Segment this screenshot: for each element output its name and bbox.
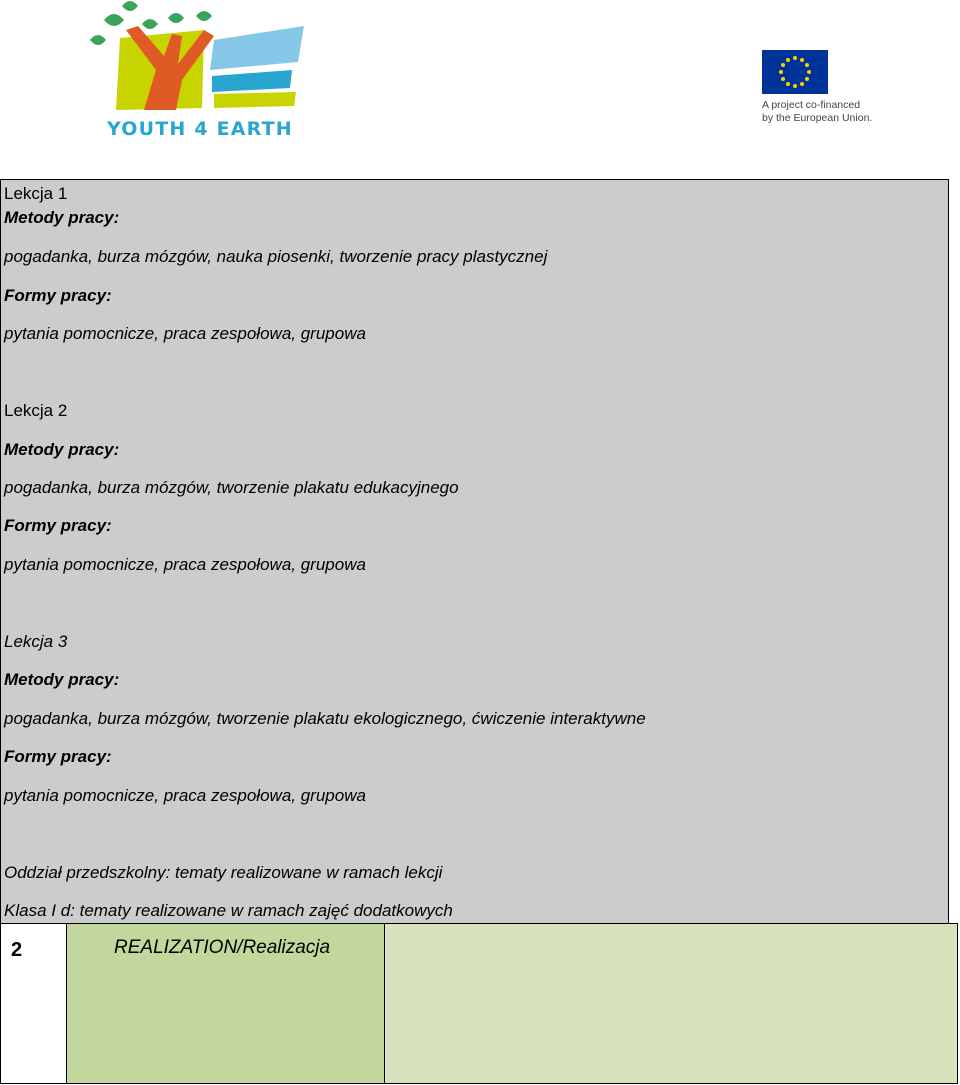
section-number-cell [0, 923, 67, 1084]
lesson-1-forms: pytania pomocnicze, praca zespołowa, grupowa [4, 324, 366, 343]
eu-caption [762, 99, 922, 125]
lesson-3-methods-label: Metody pracy: [4, 670, 120, 689]
section-title-cell [67, 923, 385, 1084]
note-class-1d: Klasa I d: tematy realizowane w ramach zajęć dodatkowych [4, 901, 453, 920]
eu-caption-line1: A project co-financed [762, 99, 861, 111]
section-title: REALIZATION/Realizacja [114, 937, 331, 958]
lesson-2-methods-label: Metody pracy: [4, 440, 120, 459]
logo-wordmark: YOUTH 4 EARTH [107, 118, 293, 140]
lesson-2-forms: pytania pomocnicze, praca zespołowa, grupowa [4, 555, 366, 574]
eu-flag-icon [762, 50, 828, 94]
lesson-2-title: Lekcja 2 [4, 401, 68, 420]
lesson-3-forms: pytania pomocnicze, praca zespołowa, grupowa [4, 786, 366, 805]
lesson-2-forms-label: Formy pracy: [4, 516, 112, 535]
realization-row [0, 923, 960, 1084]
lessons-panel [0, 179, 949, 924]
lesson-1-methods: pogadanka, burza mózgów, nauka piosenki, tworzenie pracy plastycznej [4, 247, 548, 266]
eu-caption-line2: by the European Union. [762, 112, 873, 124]
note-preschool: Oddział przedszkolny: tematy realizowane w ramach lekcji [4, 863, 443, 882]
lesson-1-forms-label: Formy pracy: [4, 286, 112, 305]
section-number: 2 [11, 939, 23, 961]
lesson-1-methods-label: Metody pracy: [4, 208, 120, 227]
lesson-3-title: Lekcja 3 [4, 632, 68, 651]
lesson-1-title: Lekcja 1 [4, 184, 68, 203]
section-content-cell [385, 923, 958, 1084]
lesson-3-forms-label: Formy pracy: [4, 747, 112, 766]
lesson-3-methods: pogadanka, burza mózgów, tworzenie plakatu ekologicznego, ćwiczenie interaktywne [4, 709, 646, 728]
lesson-2-methods: pogadanka, burza mózgów, tworzenie plakatu edukacyjnego [4, 478, 459, 497]
